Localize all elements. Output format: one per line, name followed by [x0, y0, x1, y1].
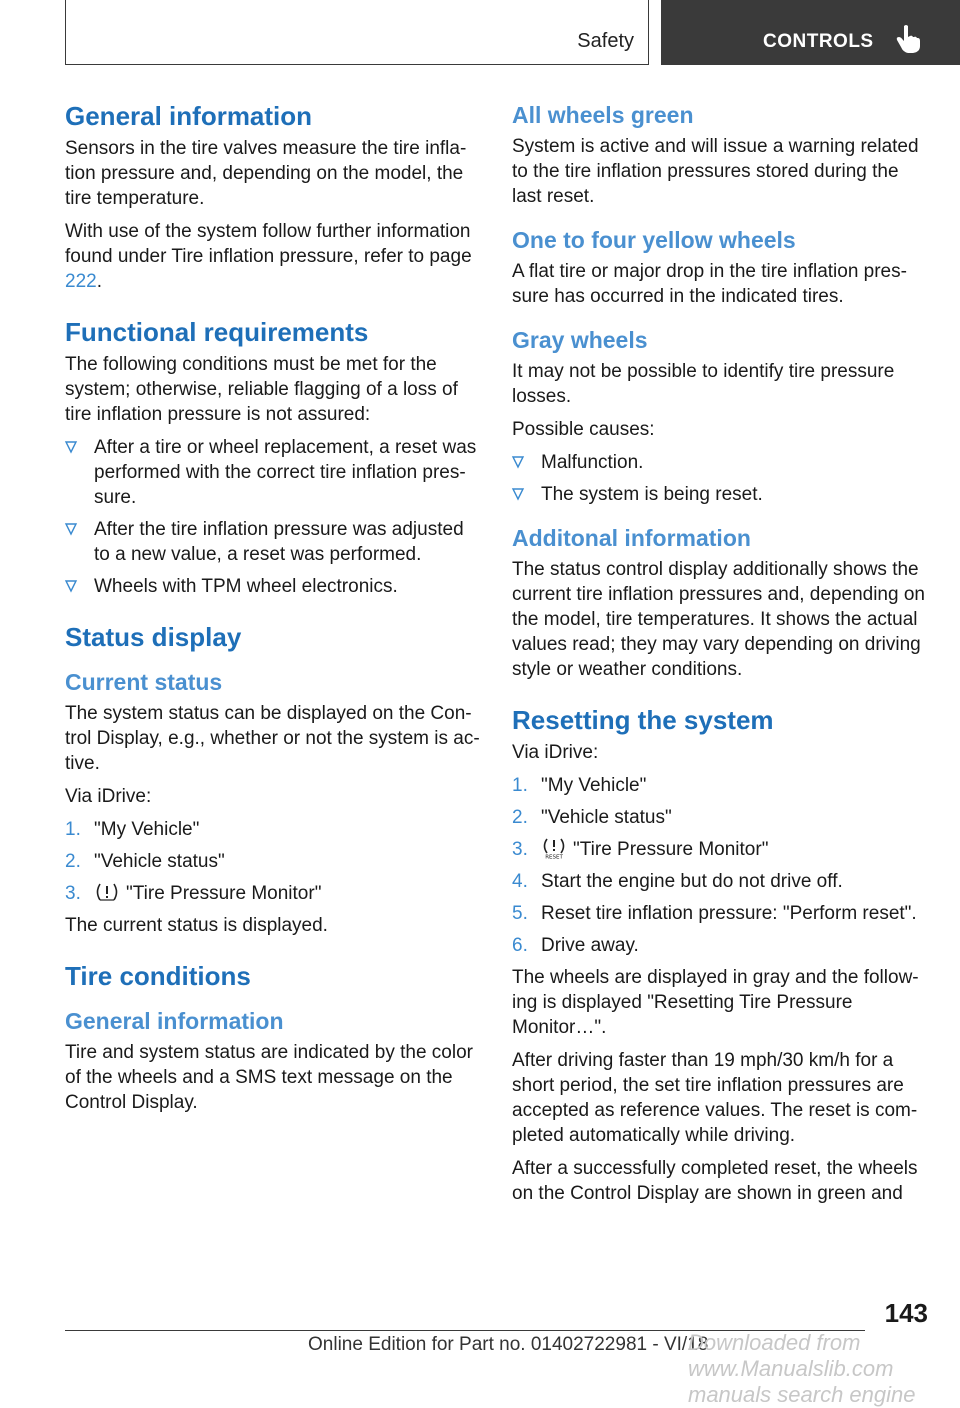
paragraph: System is active and will issue a warning related to the tire inflation pressures stored during the last reset.	[512, 136, 919, 207]
heading-functional-requirements: Functional requirements	[65, 317, 369, 347]
list-item: 3. "Tire Pressure Monitor"	[65, 883, 322, 904]
watermark: Downloaded from www.Manualslib.com manuals search engine	[688, 1330, 916, 1407]
causes-list	[512, 450, 932, 507]
list-item: Wheels with TPM wheel electronics.	[65, 574, 480, 599]
paragraph: With use of the system follow further information found under Tire inflation pressure, refer to page 222.	[65, 221, 472, 292]
footer-edition: Online Edition for Part no. 01402722981 - VI/18	[308, 1334, 709, 1355]
paragraph: It may not be possible to identify tire pressure losses.	[512, 361, 895, 407]
list-item: 6. Drive away.	[512, 935, 639, 956]
list-item: 3. RESET "Tire Pressure Monitor"	[512, 839, 769, 861]
heading-additional-information: Additonal information	[512, 525, 751, 551]
status-steps-list	[65, 817, 480, 906]
paragraph: The status control display additionally shows the current tire inflation pressures and, depending on the model, tire temperatures. It shows the actual values read; they may vary depending on driving style or weather conditions.	[512, 559, 925, 680]
left-column	[65, 100, 480, 1123]
heading-tire-general-information: General information	[65, 1008, 284, 1034]
paragraph: The current status is displayed.	[65, 915, 328, 936]
paragraph: After driving faster than 19 mph/30 km/h for a short period, the set tire inflation pressures are accepted as reference values. The reset is com-pleted automatically while driving.	[512, 1050, 918, 1146]
triangle-bullet-icon	[65, 441, 77, 453]
page-number: 143	[884, 1298, 928, 1328]
tire-pressure-reset-icon	[541, 837, 567, 859]
heading-status-display: Status display	[65, 622, 242, 652]
triangle-bullet-icon	[512, 456, 524, 468]
paragraph: Possible causes:	[512, 419, 655, 440]
svg-text:RESET: RESET	[545, 854, 563, 861]
right-column	[512, 100, 932, 1214]
paragraph: Via iDrive:	[512, 742, 599, 763]
header-chapter-tab	[661, 0, 960, 65]
paragraph: The wheels are displayed in gray and the follow-ing is displayed "Resetting Tire Pressure Monitor…".	[512, 967, 919, 1038]
paragraph: After a successfully completed reset, the wheels on the Control Display are shown in green and	[512, 1158, 918, 1204]
paragraph: Sensors in the tire valves measure the tire infla-tion pressure and, depending on the model, the tire temperature.	[65, 138, 467, 209]
header-chapter-label: CONTROLS	[763, 31, 874, 52]
heading-tire-conditions: Tire conditions	[65, 961, 251, 991]
paragraph: A flat tire or major drop in the tire inflation pres-sure has occurred in the indicated tires.	[512, 261, 907, 307]
paragraph: The system status can be displayed on the Con-trol Display, e.g., whether or not the system is ac-tive.	[65, 703, 480, 774]
list-item: 5. Reset tire inflation pressure: "Perform reset".	[512, 903, 917, 924]
triangle-bullet-icon	[65, 580, 77, 592]
list-item: After the tire inflation pressure was adjusted to a new value, a reset was performed.	[65, 517, 480, 567]
paragraph: Tire and system status are indicated by the color of the wheels and a SMS text message on the Control Display.	[65, 1042, 473, 1113]
heading-general-information: General information	[65, 101, 313, 131]
heading-yellow-wheels: One to four yellow wheels	[512, 227, 796, 253]
list-item: The system is being reset.	[512, 482, 932, 507]
triangle-bullet-icon	[512, 488, 524, 500]
list-item: 1. "My Vehicle"	[65, 819, 200, 840]
tire-pressure-warning-icon	[94, 881, 120, 903]
header-section-label: Safety	[577, 30, 634, 52]
list-item: 2. "Vehicle status"	[65, 851, 225, 872]
list-item: Malfunction.	[512, 450, 932, 475]
reset-steps-list	[512, 773, 932, 958]
pointing-hand-icon	[895, 24, 921, 54]
list-item: After a tire or wheel replacement, a reset was performed with the correct tire inflation pres-sure.	[65, 435, 480, 510]
header-section-box	[65, 0, 649, 65]
paragraph: The following conditions must be met for the system; otherwise, reliable flagging of a loss of tire inflation pressure is not assured:	[65, 354, 458, 425]
list-item: 2. "Vehicle status"	[512, 807, 672, 828]
heading-gray-wheels: Gray wheels	[512, 327, 648, 353]
list-item: 1. "My Vehicle"	[512, 775, 647, 796]
page-reference-link[interactable]: 222	[65, 271, 97, 292]
paragraph: Via iDrive:	[65, 786, 152, 807]
requirements-list	[65, 435, 480, 599]
heading-resetting-system: Resetting the system	[512, 705, 774, 735]
list-item: 4. Start the engine but do not drive off.	[512, 871, 843, 892]
heading-all-wheels-green: All wheels green	[512, 102, 694, 128]
heading-current-status: Current status	[65, 669, 223, 695]
triangle-bullet-icon	[65, 523, 77, 535]
